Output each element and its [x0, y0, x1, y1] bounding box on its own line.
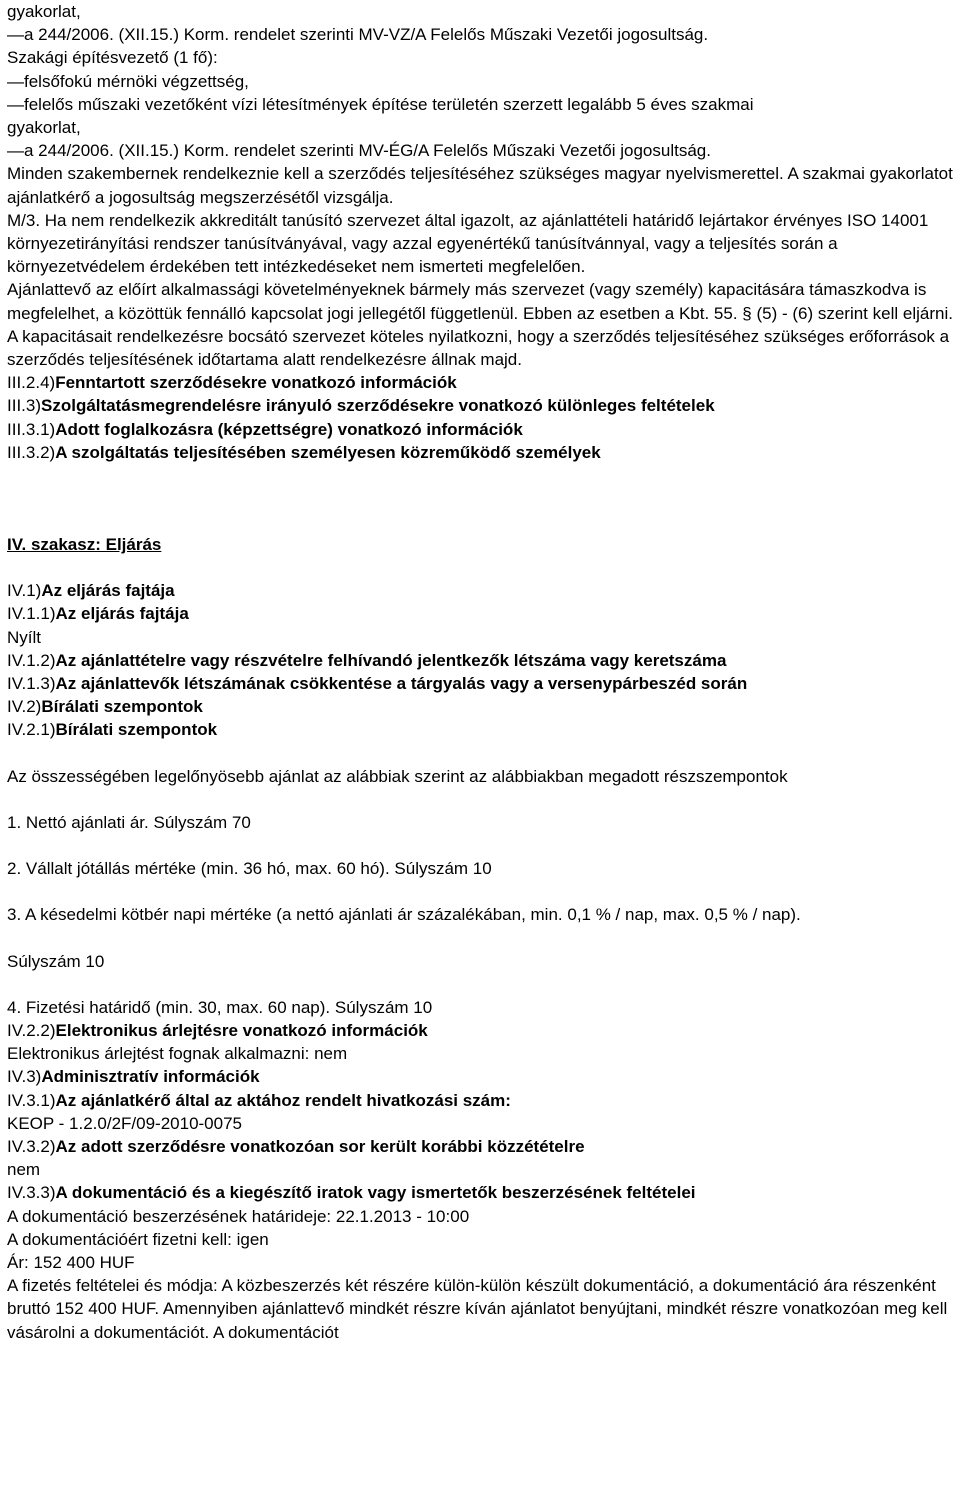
criterion-2: 2. Vállalt jótállás mértéke (min. 36 hó, max. 60 hó). Súlyszám 10 — [7, 859, 492, 879]
heading-award-criteria: IV.2)Bírálati szempontok — [7, 697, 203, 717]
heading-candidates: IV.1.2)Az ajánlattételre vagy részvételre felhívandó jelentkezők létszáma vagy keretszáma — [7, 650, 727, 670]
criterion-4: 4. Fizetési határidő (min. 30, max. 60 nap). Súlyszám 10 — [7, 997, 433, 1017]
paragraph-language: Minden szakembernek rendelkeznie kell a szerződés teljesítéséhez szükséges magyar nyelvismerettel. A szakmai gyakorlatot ajánlatkérő a jogosultság megszerzésétől vizsgálja. — [7, 164, 953, 207]
reference-number: KEOP - 1.2.0/2F/09-2010-0075 — [7, 1113, 243, 1133]
documentation-deadline: A dokumentáció beszerzésének határideje: 22.1.2013 - 10:00 — [7, 1206, 470, 1226]
criterion-1: 1. Nettó ajánlati ár. Súlyszám 70 — [7, 812, 251, 832]
heading-award-criteria-sub: IV.2.1)Bírálati szempontok — [7, 720, 218, 740]
criterion-3-weight: Súlyszám 10 — [7, 951, 105, 971]
heading-prior-publication: IV.3.2)Az adott szerződésre vonatkozóan sor került korábbi közzétételre — [7, 1136, 585, 1156]
documentation-price: Ár: 152 400 HUF — [7, 1252, 135, 1272]
documentation-fee: A dokumentációért fizetni kell: igen — [7, 1229, 269, 1249]
heading-reserved-contracts: III.2.4)Fenntartott szerződésekre vonatkozó információk — [7, 373, 457, 393]
list-item: — a 244/2006. (XII.15.) Korm. rendelet szerinti MV-VZ/A Felelős Műszaki Vezetői jogosultság. — [7, 23, 953, 46]
prior-publication-value: nem — [7, 1160, 41, 1180]
procedure-value: Nyílt — [7, 627, 41, 647]
heading-reference: IV.3.1)Az ajánlatkérő által az aktához rendelt hivatkozási szám: — [7, 1090, 511, 1110]
heading-service-contracts: III.3)Szolgáltatásmegrendelésre irányuló szerződésekre vonatkozó különleges feltételek — [7, 396, 715, 416]
text-line: gyakorlat, — [7, 2, 81, 21]
criteria-intro: Az összességében legelőnyösebb ajánlat az alábbiak szerint az alábbiakban megadott részszempontok — [7, 766, 788, 786]
list-item: — a 244/2006. (XII.15.) Korm. rendelet szerinti MV-ÉG/A Felelős Műszaki Vezetői jogosultság. — [7, 139, 953, 162]
heading-reduction: IV.1.3)Az ajánlattevők létszámának csökkentése a tárgyalás vagy a versenypárbeszéd során — [7, 674, 748, 694]
criterion-3: 3. A késedelmi kötbér napi mértéke (a nettó ajánlati ár százalékában, min. 0,1 % / nap, max. 0,5 % / nap). — [7, 905, 801, 925]
e-auction-value: Elektronikus árlejtést fognak alkalmazni: nem — [7, 1044, 348, 1064]
paragraph-iso: M/3. Ha nem rendelkezik akkreditált tanúsító szervezet által igazolt, az ajánlattételi határidő lejártakor érvényes ISO 14001 környezetirányítási rendszer tanúsítványával, vagy azzal egyenértékű tanúsítvánnyal, vagy a teljesítés során a környezetvédelem érdekében tett intézkedéseket nem ismerteti megfelelően. — [7, 210, 929, 277]
section-title: IV. szakasz: Eljárás — [7, 535, 162, 555]
paragraph-capacity: Ajánlattevő az előírt alkalmassági követelményeknek bármely más szervezet (vagy személy) kapacitására támaszkodva is megfelelhet, a közöttük fennálló kapcsolat jogi jellegétől függetlenül. Ebben az esetben a Kbt. 55. § (5) - (6) szerint kell eljárni. A kapacitásait rendelkezésre bocsátó szervezet köteles nyilatkozni, hogy a szerződés teljesítéséhez szükséges erőforrások a szerződés teljesítésének időtartama alatt rendelkezésre állnak majd. — [7, 280, 953, 370]
payment-terms: A fizetés feltételei és módja: A közbeszerzés két részére külön-külön készült dokumentáció, a dokumentáció ára részenként bruttó 152 400 HUF. Amennyiben ajánlattevő mindkét részre kíván ajánlatot benyújtani, mindkét részre vonatkozóan meg kell vásárolni a dokumentációt. A dokumentációt — [7, 1276, 948, 1342]
heading-e-auction: IV.2.2)Elektronikus árlejtésre vonatkozó információk — [7, 1020, 428, 1040]
text-line: gyakorlat, — [7, 118, 81, 138]
heading-staff: III.3.2)A szolgáltatás teljesítésében személyesen közreműködő személyek — [7, 442, 601, 462]
heading-procedure-type-sub: IV.1.1)Az eljárás fajtája — [7, 604, 189, 624]
list-item: — felelős műszaki vezetőként vízi létesítmények építése területén szerzett legalább 5 éves szakmai — [7, 93, 953, 116]
heading-documentation: IV.3.3)A dokumentáció és a kiegészítő iratok vagy ismertetők beszerzésének feltételei — [7, 1183, 696, 1203]
list-item: — felsőfokú mérnöki végzettség, — [7, 70, 953, 93]
heading-procedure-type: IV.1)Az eljárás fajtája — [7, 581, 175, 601]
heading-admin: IV.3)Adminisztratív információk — [7, 1067, 260, 1087]
heading-profession: III.3.1)Adott foglalkozásra (képzettségre) vonatkozó információk — [7, 419, 523, 439]
text-line: Szakági építésvezető (1 fő): — [7, 48, 218, 68]
